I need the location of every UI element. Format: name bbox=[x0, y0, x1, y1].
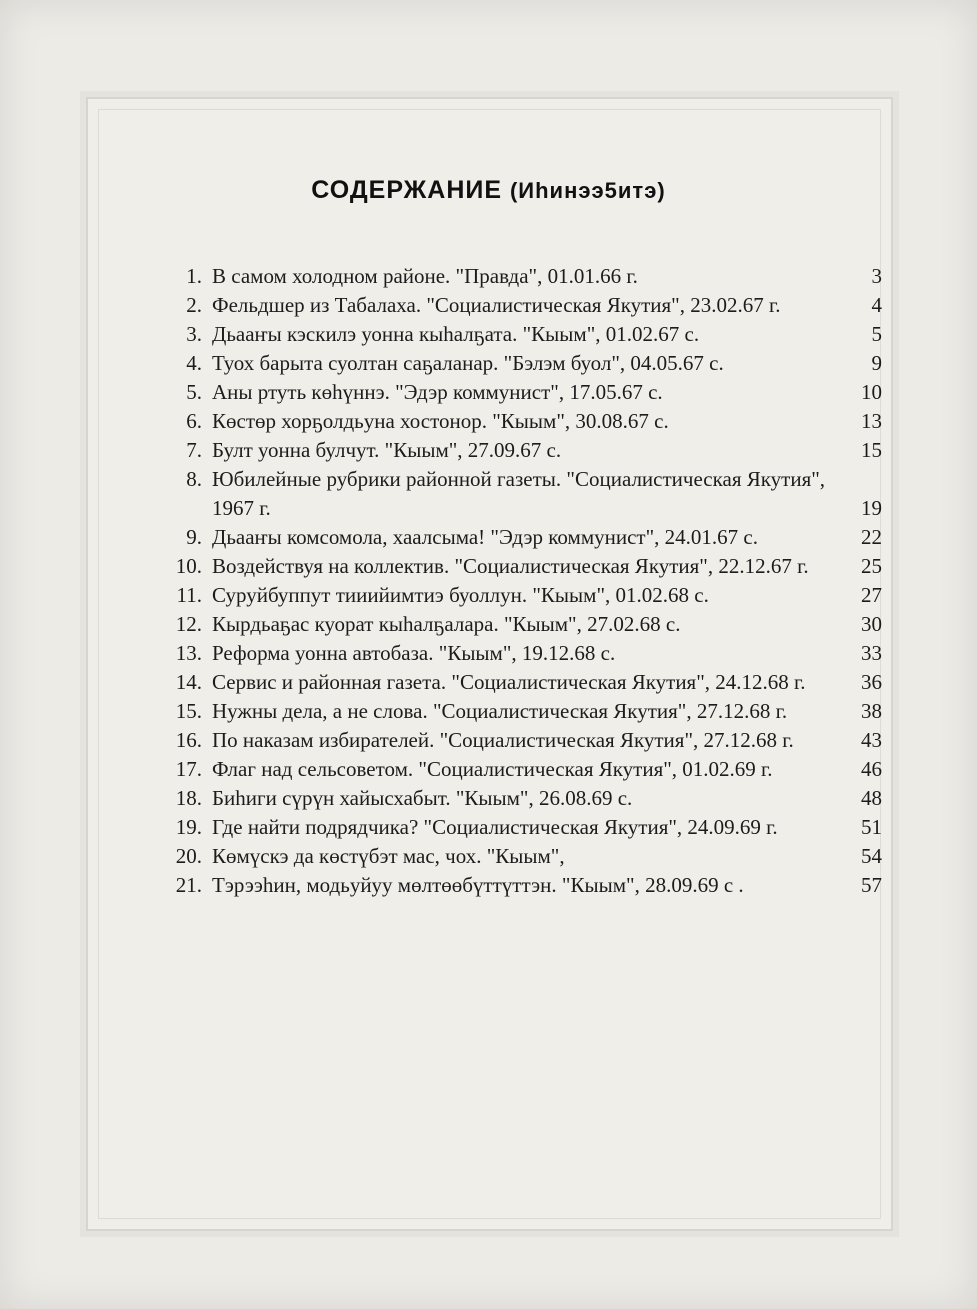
toc-entry-page: 57 bbox=[861, 873, 882, 897]
toc-entry-title: Дьааҥы комсомола, хаалсыма! "Эдэр коммунист", 24.01.67 с. bbox=[212, 525, 758, 549]
toc-entry-number: 4. bbox=[186, 351, 202, 375]
toc-entry-page: 51 bbox=[861, 815, 882, 839]
toc-entry-page: 38 bbox=[861, 699, 882, 723]
toc-entry bbox=[150, 842, 890, 871]
toc-entry-number: 19. bbox=[175, 815, 202, 839]
toc-entry-title: Булт уонна булчут. "Кыым", 27.09.67 с. bbox=[212, 438, 562, 462]
toc-entry-number: 10. bbox=[175, 554, 202, 578]
toc-entry-page: 54 bbox=[861, 844, 882, 868]
title-subtitle: (Иhинээ5итэ) bbox=[509, 178, 666, 203]
toc-entry-number: 13. bbox=[175, 641, 202, 665]
toc-entry bbox=[150, 436, 890, 465]
toc-entry-page: 22 bbox=[861, 525, 882, 549]
toc-entry-page: 27 bbox=[861, 583, 882, 607]
toc-entry-title: Тэрээһин, модьуйуу мөлтөөбүттүттэн. "Кыым", 28.09.69 с . bbox=[212, 873, 744, 897]
toc-entry-page: 19 bbox=[861, 496, 882, 520]
toc-entry bbox=[150, 320, 890, 349]
toc-entry bbox=[150, 668, 890, 697]
toc-entry-number: 16. bbox=[175, 728, 202, 752]
toc-entry-page: 30 bbox=[861, 612, 882, 636]
toc-entry bbox=[150, 291, 890, 320]
toc-entry-number: 18. bbox=[175, 786, 202, 810]
toc-entry bbox=[150, 813, 890, 842]
toc-entry-title: Нужны дела, а не слова. "Социалистическая Якутия", 27.12.68 г. bbox=[212, 699, 788, 723]
toc-entry-number: 6. bbox=[186, 409, 202, 433]
toc-entry bbox=[150, 552, 890, 581]
toc-entry-title: Көмүскэ да көстүбэт мас, чох. "Кыым", bbox=[212, 844, 565, 868]
toc-entry-number: 5. bbox=[186, 380, 202, 404]
toc-entry bbox=[150, 523, 890, 552]
toc-entry-page: 10 bbox=[861, 380, 882, 404]
toc-entry-number: 2. bbox=[186, 293, 202, 317]
toc-entry-title: Биһиги сүрүн хайысхабыт. "Кыым", 26.08.69 с. bbox=[212, 786, 633, 810]
toc-entry-page: 9 bbox=[871, 351, 882, 375]
toc-entry-title: Аны ртуть көһүннэ. "Эдэр коммунист", 17.05.67 с. bbox=[212, 380, 663, 404]
toc-entry bbox=[150, 581, 890, 610]
toc-entry-number: 9. bbox=[186, 525, 202, 549]
toc-entry-page: 3 bbox=[871, 264, 882, 288]
toc-entry-page: 36 bbox=[861, 670, 882, 694]
title-text: СОДЕРЖАНИЕ bbox=[311, 176, 503, 204]
toc-entry-number: 7. bbox=[186, 438, 202, 462]
toc-entry-number: 1. bbox=[186, 264, 202, 288]
toc-entry-number: 14. bbox=[175, 670, 202, 694]
toc-entry-page: 25 bbox=[861, 554, 882, 578]
toc-entry-title: Көстөр хорҕолдьуна хостонор. "Кыым", 30.08.67 с. bbox=[212, 409, 669, 433]
toc-entry bbox=[150, 349, 890, 378]
toc-entry-page: 46 bbox=[861, 757, 882, 781]
toc-entry-number: 17. bbox=[175, 757, 202, 781]
toc-entry bbox=[150, 871, 890, 900]
toc-entry-title: По наказам избирателей. "Социалистическая Якутия", 27.12.68 г. bbox=[212, 728, 794, 752]
toc-entry-title: Флаг над сельсоветом. "Социалистическая Якутия", 01.02.69 г. bbox=[212, 757, 773, 781]
toc-entry-title: Туох барыта суолтан саҕаланар. "Бэлэм буол", 04.05.67 с. bbox=[212, 351, 724, 375]
toc-entry-number: 15. bbox=[175, 699, 202, 723]
toc-entry bbox=[150, 697, 890, 726]
toc-entry-number: 3. bbox=[186, 322, 202, 346]
toc-entry bbox=[150, 407, 890, 436]
toc-entry-title: Где найти подрядчика? "Социалистическая Якутия", 24.09.69 г. bbox=[212, 815, 778, 839]
toc-entry-page: 33 bbox=[861, 641, 882, 665]
toc-entry-title: Фельдшер из Табалаха. "Социалистическая Якутия", 23.02.67 г. bbox=[212, 293, 781, 317]
toc-entry-page: 43 bbox=[861, 728, 882, 752]
toc-entry-number: 21. bbox=[175, 873, 202, 897]
toc-entry bbox=[150, 378, 890, 407]
toc-entry-number: 12. bbox=[175, 612, 202, 636]
toc-entry bbox=[150, 610, 890, 639]
toc-entry-page: 13 bbox=[861, 409, 882, 433]
toc-entry bbox=[150, 755, 890, 784]
toc-entry-title: В самом холодном районе. "Правда", 01.01.66 г. bbox=[212, 264, 638, 288]
table-of-contents bbox=[150, 262, 890, 900]
toc-entry-page: 15 bbox=[861, 438, 882, 462]
toc-entry-page: 5 bbox=[871, 322, 882, 346]
toc-entry-number: 8. bbox=[186, 467, 202, 491]
toc-entry bbox=[150, 726, 890, 755]
page-title bbox=[0, 176, 977, 205]
toc-entry-number: 11. bbox=[176, 583, 202, 607]
toc-entry-title: Реформа уонна автобаза. "Кыым", 19.12.68 с. bbox=[212, 641, 616, 665]
toc-entry bbox=[150, 465, 890, 523]
toc-entry-title: Юбилейные рубрики районной газеты. "Социалистическая Якутия", 1967 г. bbox=[212, 467, 826, 520]
toc-entry-title: Дьааҥы кэскилэ уонна кыһалҕата. "Кыым", 01.02.67 с. bbox=[212, 322, 700, 346]
toc-entry-title: Сервис и районная газета. "Социалистическая Якутия", 24.12.68 г. bbox=[212, 670, 806, 694]
toc-entry-title: Кырдьаҕас куорат кыһалҕалара. "Кыым", 27.02.68 с. bbox=[212, 612, 681, 636]
toc-entry bbox=[150, 784, 890, 813]
toc-entry-number: 20. bbox=[175, 844, 202, 868]
toc-entry-page: 4 bbox=[871, 293, 882, 317]
toc-entry-title: Воздействуя на коллектив. "Социалистическая Якутия", 22.12.67 г. bbox=[212, 554, 809, 578]
toc-entry-title: Суруйбуппут тииийимтиэ буоллун. "Кыым", 01.02.68 с. bbox=[212, 583, 709, 607]
toc-entry-page: 48 bbox=[861, 786, 882, 810]
toc-entry bbox=[150, 262, 890, 291]
toc-entry bbox=[150, 639, 890, 668]
